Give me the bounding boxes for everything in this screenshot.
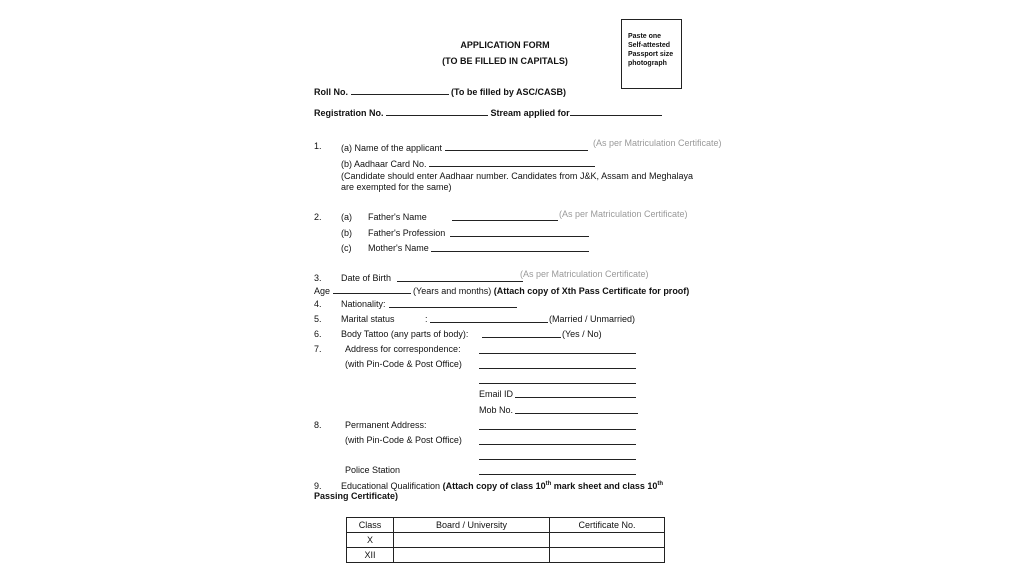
mob-label: Mob No. xyxy=(479,405,514,415)
age-units: (Years and months) xyxy=(413,286,492,296)
table-cell-certificate[interactable] xyxy=(550,533,665,548)
nationality-label: Nationality: xyxy=(341,299,386,309)
photo-box-line: Passport size xyxy=(628,51,674,58)
correspondence-label: Address for correspondence: xyxy=(345,344,461,354)
aadhaar-label: (b) Aadhaar Card No. xyxy=(341,159,427,169)
aadhaar-instruction: (Candidate should enter Aadhaar number. Candidates from J&K, Assam and Meghalaya are exempted for the same) xyxy=(341,171,693,192)
photo-box-line: Paste one xyxy=(628,33,662,40)
stream-field[interactable] xyxy=(570,106,662,116)
mother-name-field[interactable] xyxy=(431,251,589,252)
q7-number: 7. xyxy=(314,344,322,354)
dob-field[interactable] xyxy=(397,281,523,282)
education-table xyxy=(346,517,665,563)
dob-note: (As per Matriculation Certificate) xyxy=(520,269,649,279)
q9-number: 9. xyxy=(314,481,322,491)
table-cell-class: XII xyxy=(347,548,394,563)
permanent-address-line-2[interactable] xyxy=(479,444,636,445)
email-label: Email ID xyxy=(479,389,514,399)
table-row xyxy=(347,533,665,548)
permanent-address-sublabel: (with Pin-Code & Post Office) xyxy=(345,435,462,445)
marital-colon: : xyxy=(425,314,428,324)
tattoo-field[interactable] xyxy=(482,337,561,338)
registration-row xyxy=(314,106,662,118)
photo-paste-box xyxy=(621,19,682,89)
q6-number: 6. xyxy=(314,329,322,339)
form-subtitle: (TO BE FILLED IN CAPITALS) xyxy=(442,56,568,66)
q9-label-bold-a: (Attach copy of class 10 xyxy=(442,481,546,491)
police-station-field[interactable] xyxy=(479,474,636,475)
q5-number: 5. xyxy=(314,314,322,324)
roll-label: Roll No. xyxy=(314,87,348,97)
roll-row xyxy=(314,85,566,97)
q1-number: 1. xyxy=(314,141,322,151)
dob-label: Date of Birth xyxy=(341,273,392,283)
roll-note: (To be filled by ASC/CASB) xyxy=(451,87,567,97)
email-field[interactable] xyxy=(515,397,636,398)
father-profession-field[interactable] xyxy=(450,236,589,237)
mob-field[interactable] xyxy=(515,413,638,414)
mother-name-label: Mother's Name xyxy=(368,243,429,253)
tattoo-label: Body Tattoo (any parts of body): xyxy=(341,329,469,339)
age-row xyxy=(314,284,689,296)
police-station-label: Police Station xyxy=(345,465,401,475)
correspondence-sublabel: (with Pin-Code & Post Office) xyxy=(345,359,462,369)
stream-label: Stream applied for xyxy=(490,108,570,118)
applicant-name-field[interactable] xyxy=(445,141,588,151)
q2b-mark: (b) xyxy=(341,228,352,238)
table-header-certificate: Certificate No. xyxy=(550,518,665,533)
q9-sup-a: th xyxy=(545,481,552,487)
marital-label: Marital status xyxy=(341,314,395,324)
table-cell-board[interactable] xyxy=(394,548,550,563)
q2a-mark: (a) xyxy=(341,212,352,222)
applicant-name-label: (a) Name of the applicant xyxy=(341,143,443,153)
correspondence-line-2[interactable] xyxy=(479,368,636,369)
q9-label-bold-b: mark sheet and class 10 xyxy=(551,481,658,491)
age-label: Age xyxy=(314,286,331,296)
table-cell-certificate[interactable] xyxy=(550,548,665,563)
table-header-class: Class xyxy=(347,518,394,533)
q2c-mark: (c) xyxy=(341,243,352,253)
father-name-note: (As per Matriculation Certificate) xyxy=(559,209,688,219)
nationality-field[interactable] xyxy=(389,307,517,308)
table-cell-class: X xyxy=(347,533,394,548)
table-row xyxy=(347,548,665,563)
registration-field[interactable] xyxy=(386,106,488,116)
q1a-row xyxy=(341,141,588,153)
aadhaar-field[interactable] xyxy=(429,157,595,167)
photo-box-line: photograph xyxy=(628,60,667,67)
age-field[interactable] xyxy=(333,284,411,294)
q9-sup-b: th xyxy=(657,481,664,487)
applicant-name-note: (As per Matriculation Certificate) xyxy=(593,138,722,148)
correspondence-line-1[interactable] xyxy=(479,353,636,354)
father-name-label: Father's Name xyxy=(368,212,427,222)
permanent-address-line-1[interactable] xyxy=(479,429,636,430)
permanent-address-line-3[interactable] xyxy=(479,459,636,460)
father-profession-label: Father's Profession xyxy=(368,228,446,238)
q9-label-pre: Educational Qualification xyxy=(341,481,441,491)
correspondence-line-3[interactable] xyxy=(479,383,636,384)
q4-number: 4. xyxy=(314,299,322,309)
q9-label-line2: Passing Certificate) xyxy=(314,491,399,501)
photo-box-line: Self-attested xyxy=(628,42,671,49)
table-cell-board[interactable] xyxy=(394,533,550,548)
age-attach-note: (Attach copy of Xth Pass Certificate for proof) xyxy=(493,286,690,296)
roll-field[interactable] xyxy=(351,85,449,95)
q3-number: 3. xyxy=(314,273,322,283)
table-header-board: Board / University xyxy=(394,518,550,533)
table-header-row xyxy=(347,518,665,533)
form-title: APPLICATION FORM xyxy=(460,40,550,50)
q9-label xyxy=(341,481,663,491)
marital-options: (Married / Unmarried) xyxy=(549,314,636,324)
father-name-field[interactable] xyxy=(452,220,558,221)
registration-label: Registration No. xyxy=(314,108,384,118)
tattoo-options: (Yes / No) xyxy=(562,329,602,339)
q1b-row xyxy=(341,157,595,169)
permanent-address-label: Permanent Address: xyxy=(345,420,427,430)
q8-number: 8. xyxy=(314,420,322,430)
q2-number: 2. xyxy=(314,212,322,222)
marital-field[interactable] xyxy=(430,322,548,323)
